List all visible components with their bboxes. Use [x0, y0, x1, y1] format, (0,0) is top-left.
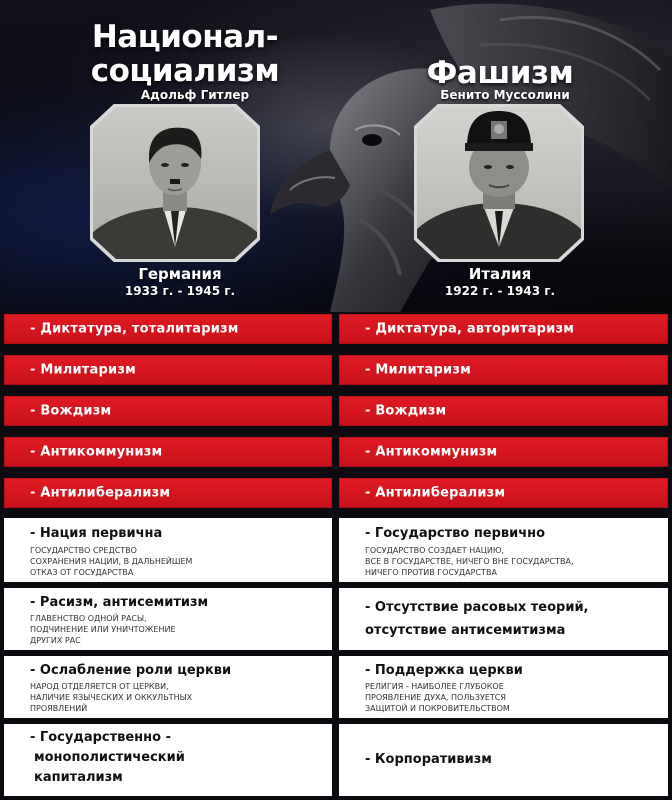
white-desc-left	[30, 545, 192, 578]
red-label-left: - Антилиберализм	[30, 485, 171, 501]
left-portrait	[93, 107, 257, 259]
right-years: 1922 г. - 1943 г.	[444, 284, 556, 298]
left-title	[60, 20, 310, 88]
white-heading-left: - Ослабление роли церкви	[30, 663, 232, 678]
red-cell-left	[4, 314, 332, 344]
desc-line: ВСЕ В ГОСУДАРСТВЕ, НИЧЕГО ВНЕ ГОСУДАРСТВА,	[365, 557, 574, 566]
white-heading-right: - Государство первично	[365, 526, 546, 541]
red-cell-left	[4, 396, 332, 426]
red-label-right: - Диктатура, авторитаризм	[365, 321, 575, 337]
left-years: 1933 г. - 1945 г.	[124, 284, 236, 298]
red-row	[0, 478, 672, 508]
white-desc-left	[30, 613, 176, 646]
desc-line: СОХРАНЕНИЯ НАЦИИ, В ДАЛЬНЕЙШЕМ	[30, 557, 193, 566]
red-label-right: - Антилиберализм	[365, 485, 506, 501]
desc-line: РЕЛИГИЯ - НАИБОЛЕЕ ГЛУБОКОЕ	[365, 682, 504, 691]
desc-line: НАРОД ОТДЕЛЯЕТСЯ ОТ ЦЕРКВИ,	[30, 682, 169, 691]
red-cell-right	[339, 478, 668, 508]
white-cell-left	[4, 588, 332, 650]
red-label-right: - Милитаризм	[365, 362, 471, 378]
right-title: Фашизм	[426, 55, 574, 91]
white-heading-left-line3: капитализм	[34, 770, 123, 785]
red-label-left: - Антикоммунизм	[30, 444, 163, 460]
white-heading-right-line2: отсутствие антисемитизма	[365, 623, 566, 638]
red-row	[0, 314, 672, 344]
red-label-left: - Вождизм	[30, 403, 112, 419]
desc-line: ГЛАВЕНСТВО ОДНОЙ РАСЫ,	[30, 614, 147, 623]
red-row	[0, 355, 672, 385]
white-cell-right	[339, 724, 668, 796]
white-cell-left	[4, 518, 332, 582]
red-label-left: - Диктатура, тоталитаризм	[30, 321, 239, 337]
red-label-right: - Антикоммунизм	[365, 444, 498, 460]
white-row	[0, 518, 672, 582]
desc-line: НАЛИЧИЕ ЯЗЫЧЕСКИХ И ОККУЛЬТНЫХ	[30, 693, 193, 702]
white-desc-right	[365, 545, 574, 578]
red-label-left: - Милитаризм	[30, 362, 136, 378]
red-cell-right	[339, 437, 668, 467]
white-desc-left	[30, 681, 192, 714]
red-row	[0, 396, 672, 426]
red-cell-left	[4, 478, 332, 508]
red-cell-right	[339, 314, 668, 344]
desc-line: ОТКАЗ ОТ ГОСУДАРСТВА	[30, 568, 134, 577]
left-leader-name: Адольф Гитлер	[140, 88, 250, 102]
red-row	[0, 437, 672, 467]
left-portrait-frame	[90, 104, 260, 262]
desc-line: ПРОЯВЛЕНИЙ	[30, 704, 88, 713]
white-heading-right: - Поддержка церкви	[365, 663, 523, 678]
white-cell-left	[4, 656, 332, 718]
left-title-line1: Национал-	[91, 19, 279, 55]
white-cell-right	[339, 518, 668, 582]
white-heading-right: - Корпоративизм	[365, 752, 492, 767]
white-desc-right	[365, 681, 510, 714]
right-leader-name: Бенито Муссолини	[440, 88, 570, 102]
right-portrait	[417, 107, 581, 259]
red-cell-left	[4, 437, 332, 467]
white-cell-right	[339, 656, 668, 718]
left-title-line2: социализм	[90, 53, 280, 89]
white-cell-right	[339, 588, 668, 650]
white-heading-left-line2: монополистический	[34, 750, 185, 765]
desc-line: ПРОЯВЛЕНИЕ ДУХА, ПОЛЬЗУЕТСЯ	[365, 693, 506, 702]
right-portrait-frame	[414, 104, 584, 262]
white-row	[0, 724, 672, 796]
white-row	[0, 656, 672, 718]
red-cell-right	[339, 355, 668, 385]
desc-line: ЗАЩИТОЙ И ПОКРОВИТЕЛЬСТВОМ	[365, 704, 510, 713]
desc-line: ПОДЧИНЕНИЕ ИЛИ УНИЧТОЖЕНИЕ	[30, 625, 176, 634]
red-cell-right	[339, 396, 668, 426]
desc-line: НИЧЕГО ПРОТИВ ГОСУДАРСТВА	[365, 568, 497, 577]
red-label-right: - Вождизм	[365, 403, 447, 419]
white-row	[0, 588, 672, 650]
desc-line: ГОСУДАРСТВО СОЗДАЕТ НАЦИЮ,	[365, 546, 505, 555]
desc-line: ГОСУДАРСТВО СРЕДСТВО	[30, 546, 137, 555]
header	[0, 0, 672, 312]
white-heading-left: - Расизм, антисемитизм	[30, 595, 209, 610]
white-heading-left-line1: - Государственно -	[30, 730, 171, 745]
right-portrait-figure-icon	[417, 107, 581, 259]
white-heading-left: - Нация первична	[30, 526, 163, 541]
white-cell-left	[4, 724, 332, 796]
red-cell-left	[4, 355, 332, 385]
white-heading-right-line1: - Отсутствие расовых теорий,	[365, 600, 589, 615]
right-country: Италия	[468, 265, 532, 283]
left-portrait-figure-icon	[93, 107, 257, 259]
desc-line: ДРУГИХ РАС	[30, 636, 81, 645]
left-country: Германия	[138, 265, 222, 283]
